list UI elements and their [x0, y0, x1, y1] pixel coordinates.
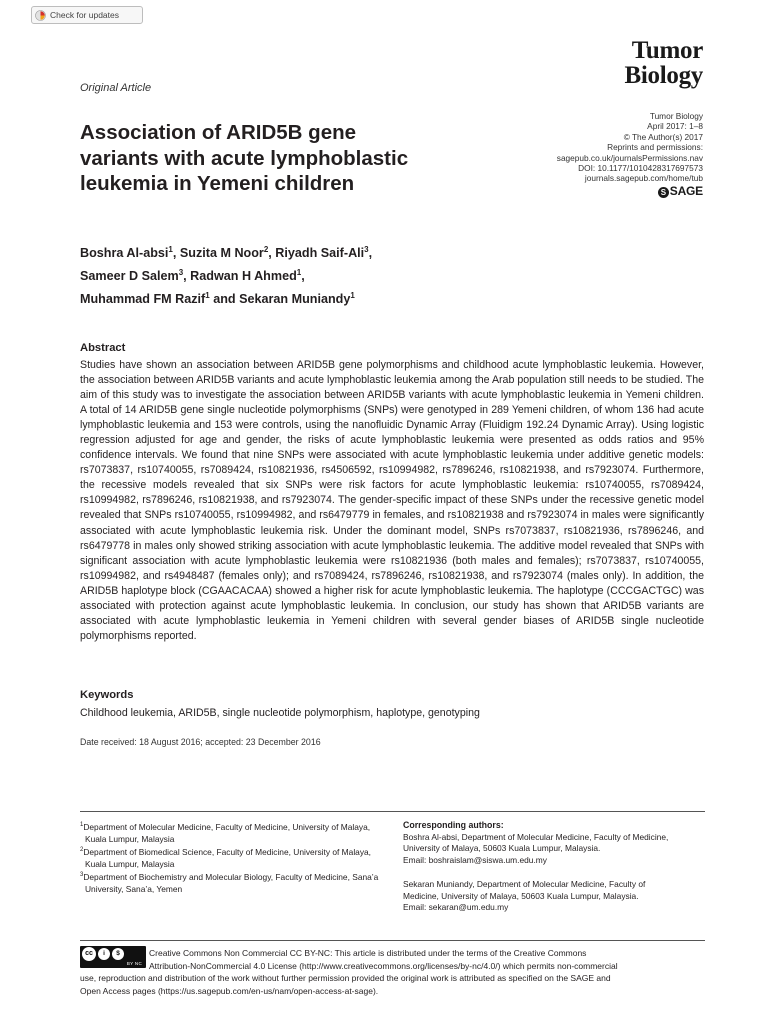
journal-logo — [625, 38, 703, 88]
author-name: Sameer D Salem — [80, 269, 179, 284]
license-divider — [80, 940, 705, 941]
corresponding-heading: Corresponding authors: — [403, 820, 504, 830]
corresponding-line: Sekaran Muniandy, Department of Molecular Medicine, Faculty of — [403, 878, 646, 889]
journal-logo-line1: Tumor — [631, 37, 703, 64]
license-line[interactable]: Open Access pages (https://us.sagepub.com/en-us/nam/open-access-at-sage). — [80, 985, 379, 996]
corresponding-email[interactable]: Email: boshraislam@siswa.um.edu.my — [403, 855, 547, 866]
corresponding-line: Medicine, University of Malaya, 50603 Kuala Lumpur, Malaysia. — [403, 890, 639, 901]
article-meta — [557, 111, 703, 198]
author-name: Radwan H Ahmed — [190, 269, 297, 284]
publisher-logo — [557, 183, 703, 198]
meta-journal-link[interactable]: journals.sagepub.com/home/tub — [584, 173, 703, 184]
corresponding-line: Boshra Al-absi, Department of Molecular Medicine, Faculty of Medicine, — [403, 831, 669, 842]
received-accepted-dates: Date received: 18 August 2016; accepted: 23 December 2016 — [80, 737, 321, 747]
footer-divider — [80, 811, 705, 812]
license-text — [80, 947, 705, 997]
sage-icon: S — [658, 187, 669, 198]
meta-date-pages: April 2017: 1–8 — [647, 121, 703, 132]
author-line — [80, 286, 500, 309]
license-line[interactable]: Attribution-NonCommercial 4.0 License (http://www.creativecommons.org/licenses/by-nc/4.0/) which permits non-commercial — [149, 960, 618, 971]
title-line: variants with acute lymphoblastic — [80, 146, 409, 170]
article-type: Original Article — [80, 82, 152, 94]
noncommercial-icon: $ — [112, 948, 124, 960]
meta-journal: Tumor Biology — [649, 111, 703, 121]
author-name: Suzita M Noor — [179, 246, 264, 261]
affiliation-sup: 3 — [80, 872, 84, 879]
journal-logo-line2: Biology — [624, 62, 703, 89]
author-separator: , — [301, 269, 305, 284]
title-line: Association of ARID5B gene — [80, 121, 357, 144]
author-separator: , — [183, 269, 191, 284]
corresponding-line: University of Malaya, 50603 Kuala Lumpur, Malaysia. — [403, 843, 601, 854]
corresponding-authors — [403, 820, 708, 914]
affiliations — [80, 820, 390, 896]
keywords-list: Childhood leukemia, ARID5B, single nucleotide polymorphism, haplotype, genotyping — [80, 707, 480, 719]
author-affil-sup: 1 — [296, 268, 302, 278]
cc-icon: cc — [82, 947, 96, 961]
author-separator: and — [209, 292, 240, 307]
author-affil-sup: 1 — [205, 291, 210, 301]
author-affil-sup: 1 — [168, 245, 173, 254]
license-line: Creative Commons Non Commercial CC BY-NC: This article is distributed under the terms of the Creative Commons — [149, 948, 587, 958]
cc-badge-label: BY NC — [126, 961, 142, 966]
affiliation-item — [80, 845, 390, 870]
meta-copyright: © The Author(s) 2017 — [623, 131, 703, 142]
abstract-heading: Abstract — [80, 342, 126, 354]
meta-reprints: Reprints and permissions: — [607, 142, 703, 153]
author-separator: , — [268, 246, 276, 261]
author-name: Muhammad FM Razif — [80, 292, 206, 307]
affiliation-text: Department of Biomedical Science, Faculty of Medicine, University of Malaya, Kuala Lumpur, Malaysia — [83, 847, 372, 869]
author-name: Boshra Al-absi — [80, 246, 169, 261]
affiliation-text: Department of Molecular Medicine, Faculty of Medicine, University of Malaya, Kuala Lumpur, Malaysia — [83, 821, 371, 844]
article-title — [80, 120, 480, 197]
abstract-body: Studies have shown an association between ARID5B gene polymorphisms and childhood acute lymphoblastic leukemia. However, the association between ARID5B variants and acute lymphoblastic leukemia among the Arab population still needs to be studied. The aim of this study was to investigate the association between ARID5B variants with acute lymphoblastic leukemia in Yemeni children. A total of 14 ARID5B gene single nucleotide polymorphisms (SNPs) were genotyped in 289 Yemeni children, of whom 136 had acute lymphoblastic leukemia and 153 were controls, using the nanofluidic Dynamic Array (Fluidigm 192.24 Dynamic Array). Using logistic regression adjusted for age and gender, the risks of acute lymphoblastic leukemia were presented as odds ratios and 95% confidence intervals. We found that nine SNPs were associated with acute lymphoblastic leukemia under additive genetic models: rs7073837, rs10740055, rs7089424, rs10821936, rs4506592, rs10994982, rs7896246, rs10821938, and rs7923074. Furthermore, the recessive models revealed that six SNPs were risk factors for acute lymphoblastic leukemia: rs10740055, rs7089424, rs10994982, rs7896246, rs10821938, and rs7923074. The gender-specific impact of these SNPs under the recessive genetic model revealed that SNPs rs10740055, rs10994982, and rs6479779 in females, and rs10821938 and rs7923074 in males were significantly associated with acute lymphoblastic leukemia risk. Under the dominant model, SNPs rs7073837, rs10821936, rs7896246, and rs6479778 in males only showed striking association with acute lymphoblastic leukemia. The additive model revealed that SNPs with significant association with acute lymphoblastic leukemia were rs10821936 (both males and females); rs7073837, rs10740055, rs10994982, and rs4948487 (females only); and rs7089424, rs7896246, rs10821938, and rs7923074 (males only). In addition, the ARID5B haplotype block (CGAACACAA) showed a higher risk for acute lymphoblastic leukemia. The haplotype (CCCGACTGC) was associated with protection against acute lymphoblastic leukemia. In conclusion, our study has shown that ARID5B variants are associated with acute lymphoblastic leukemia in Yemeni children with several gender biases of ARID5B single nucleotide polymorphisms reported. — [80, 359, 704, 642]
affiliation-sup: 1 — [80, 822, 84, 828]
meta-reprints-link[interactable]: sagepub.co.uk/journalsPermissions.nav — [556, 152, 703, 163]
author-line — [80, 263, 500, 286]
author-affil-sup: 1 — [350, 291, 355, 301]
affiliation-sup: 2 — [80, 847, 84, 854]
check-for-updates-button[interactable] — [31, 6, 143, 24]
author-affil-sup: 3 — [178, 268, 184, 278]
check-for-updates-label: Check for updates — [50, 10, 119, 20]
license-line: use, reproduction and distribution of the work without further permission provided the original work is attributed as specified on the SAGE and — [80, 973, 611, 984]
affiliation-item — [80, 870, 390, 895]
author-name: Riyadh Saif-Ali — [275, 246, 365, 261]
affiliation-item — [80, 820, 390, 845]
author-name: Sekaran Muniandy — [239, 292, 351, 307]
attribution-icon: i — [98, 948, 110, 960]
author-list — [80, 240, 500, 310]
author-affil-sup: 3 — [364, 245, 369, 254]
title-line: leukemia in Yemeni children — [80, 172, 355, 195]
affiliation-text: Department of Biochemistry and Molecular Biology, Faculty of Medicine, Sana’a University, Sana’a, Yemen — [83, 872, 379, 894]
author-separator: , — [172, 246, 180, 261]
corresponding-email[interactable]: Email: sekaran@um.edu.my — [403, 902, 509, 913]
meta-doi[interactable]: DOI: 10.1177/1010428317697573 — [578, 163, 703, 174]
check-for-updates-icon — [35, 10, 46, 21]
keywords-heading: Keywords — [80, 689, 134, 701]
author-separator: , — [368, 246, 373, 261]
publisher-logo-text: SAGE — [669, 183, 703, 198]
author-line — [80, 240, 500, 263]
author-affil-sup: 2 — [263, 245, 269, 254]
